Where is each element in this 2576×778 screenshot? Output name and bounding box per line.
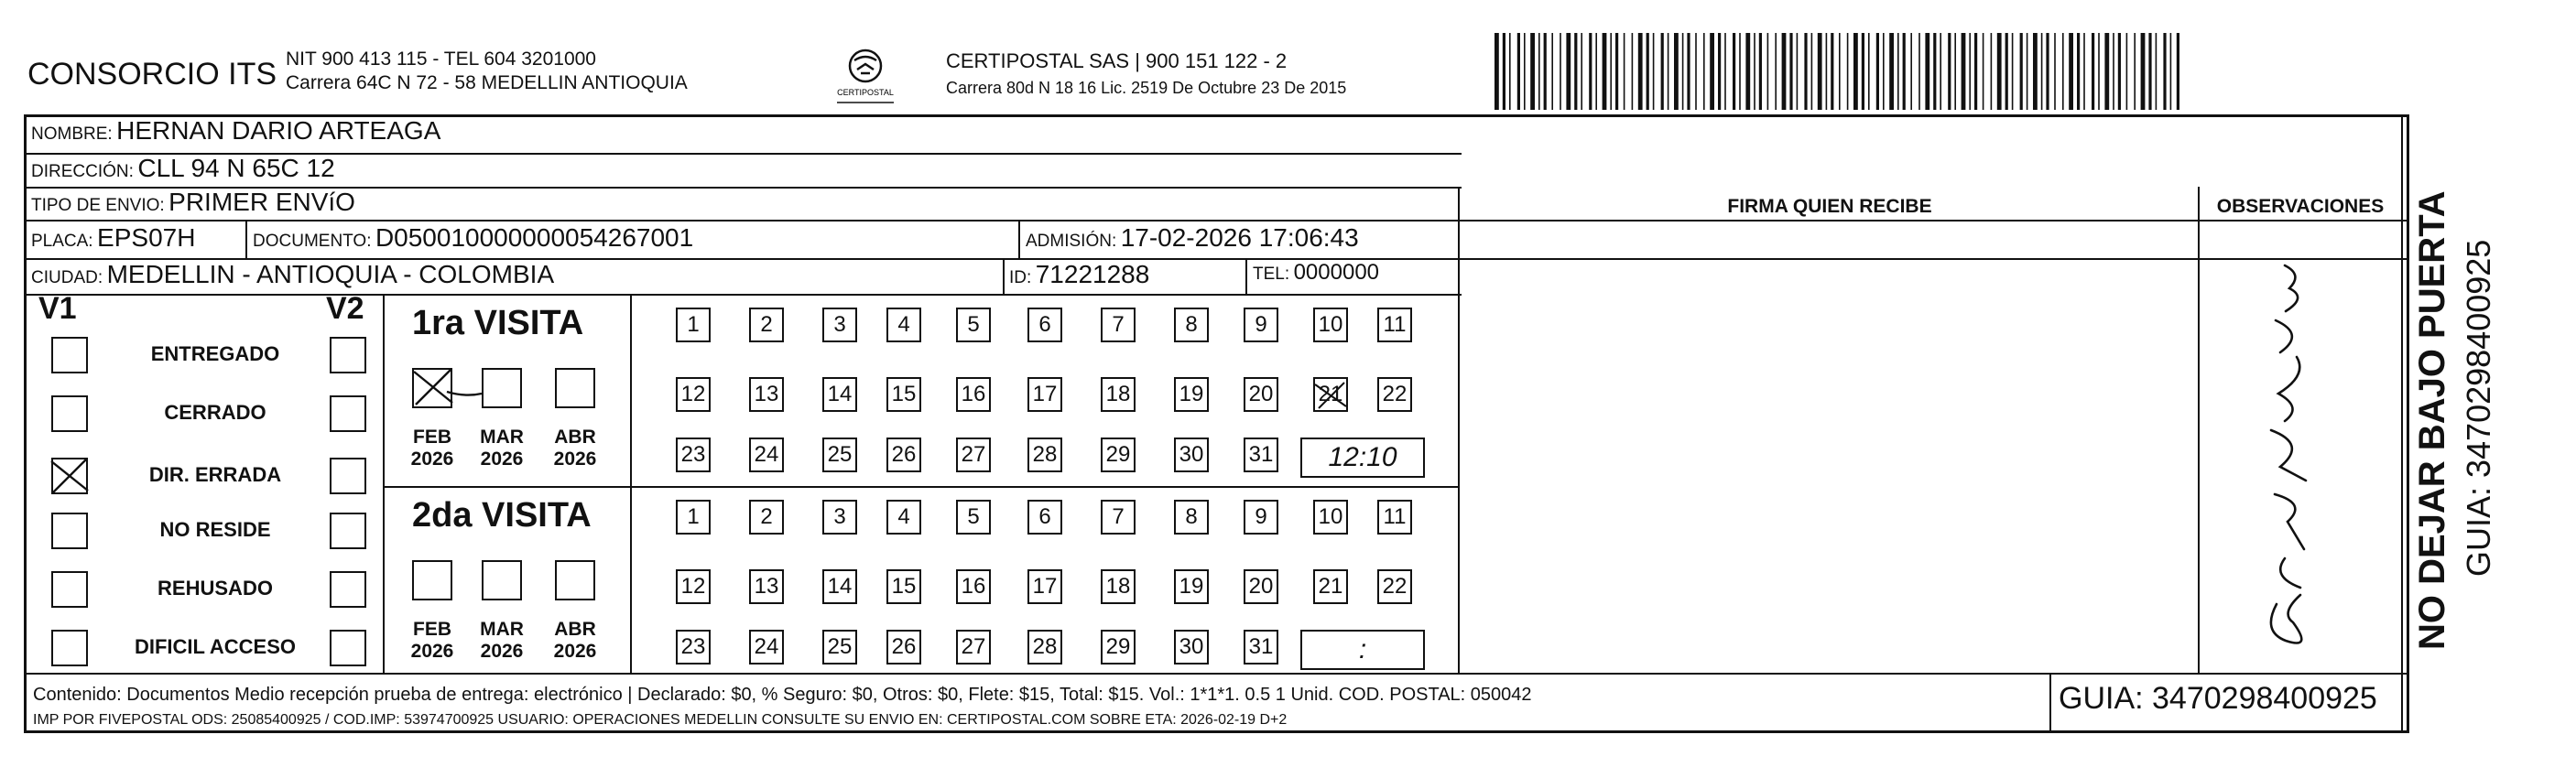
day-number: 6 — [1038, 504, 1051, 529]
day-number: 22 — [1382, 574, 1408, 599]
month-year — [405, 619, 460, 663]
day-number: 12 — [680, 382, 706, 406]
name-field — [31, 116, 440, 146]
day-number: 29 — [1105, 634, 1131, 659]
first-visit-day-box[interactable] — [1313, 377, 1348, 412]
year-label: 2026 — [410, 448, 454, 470]
first-visit-day-box[interactable] — [1244, 438, 1278, 472]
day-number: 15 — [891, 382, 917, 406]
tel-label: TEL: — [1253, 265, 1290, 284]
second-visit-day-box[interactable] — [676, 569, 711, 604]
day-number: 3 — [833, 312, 846, 337]
v2-checkbox[interactable] — [330, 630, 366, 666]
second-visit-day-box[interactable] — [886, 500, 921, 535]
observation-handwriting — [2198, 247, 2399, 673]
day-number: 17 — [1032, 382, 1058, 406]
first-visit-day-box[interactable] — [822, 308, 857, 342]
address-field — [31, 154, 335, 183]
second-visit-day-box[interactable] — [1101, 569, 1136, 604]
day-number: 11 — [1383, 504, 1407, 529]
send-type-field — [31, 188, 355, 217]
second-visit-time-box[interactable] — [1300, 630, 1425, 670]
recipient-address: CLL 94 N 65C 12 — [137, 154, 335, 182]
document-value: D050010000000054267001 — [375, 223, 694, 252]
first-visit-day-box[interactable] — [676, 438, 711, 472]
first-visit-day-box[interactable] — [1244, 377, 1278, 412]
reason-label: NO RESIDE — [159, 518, 271, 541]
second-visit-day-box[interactable] — [822, 569, 857, 604]
second-visit-day-box[interactable] — [1244, 630, 1278, 665]
day-number: 26 — [891, 634, 917, 659]
first-visit-day-box[interactable] — [676, 377, 711, 412]
month-year — [548, 427, 603, 470]
day-number: 27 — [961, 442, 986, 467]
first-visit-month-checkbox[interactable] — [412, 368, 452, 408]
city-value: MEDELLIN - ANTIOQUIA - COLOMBIA — [106, 260, 555, 288]
second-visit-day-box[interactable] — [1027, 630, 1062, 665]
v2-checkbox[interactable] — [330, 337, 366, 373]
id-value: 71221288 — [1035, 260, 1150, 288]
day-number: 1 — [687, 312, 700, 337]
second-visit-day-box[interactable] — [676, 630, 711, 665]
second-visit-day-box[interactable] — [749, 500, 784, 535]
day-number: 9 — [1255, 504, 1267, 529]
first-visit-day-box[interactable] — [1101, 377, 1136, 412]
v2-checkbox[interactable] — [330, 513, 366, 549]
v1-checkbox[interactable] — [51, 337, 88, 373]
second-visit-day-box[interactable] — [956, 569, 991, 604]
day-number: 17 — [1032, 574, 1058, 599]
city-label: CIUDAD: — [31, 268, 103, 287]
imp-line: IMP POR FIVEPOSTAL ODS: 25085400925 / COD.IMP: 53974700925 USUARIO: OPERACIONES MEDELLIN CONSULTE SU ENVIO EN: CERTIPOSTAL.COM SOBRE ETA: 2026-02-19 D+2 — [33, 712, 1288, 728]
second-visit-day-box[interactable] — [1027, 500, 1062, 535]
carrier-license: Carrera 80d N 18 16 Lic. 2519 De Octubre 23 De 2015 — [946, 79, 1347, 97]
day-number: 13 — [754, 382, 779, 406]
second-visit-day-box[interactable] — [1101, 630, 1136, 665]
reason-label: ENTREGADO — [150, 342, 280, 365]
day-number: 27 — [961, 634, 986, 659]
v1-checkbox[interactable] — [51, 513, 88, 549]
v1-checkbox[interactable] — [51, 458, 88, 494]
day-number: 31 — [1248, 634, 1274, 659]
first-visit-day-box[interactable] — [956, 377, 991, 412]
day-number: 18 — [1105, 382, 1131, 406]
month-year — [405, 427, 460, 470]
plate-field — [31, 223, 195, 253]
month-year — [474, 427, 529, 470]
second-visit-day-box[interactable] — [886, 630, 921, 665]
second-visit-day-box[interactable] — [1313, 500, 1348, 535]
company-name: CONSORCIO ITS — [27, 57, 277, 92]
second-visit-day-box[interactable] — [1313, 569, 1348, 604]
v2-checkbox[interactable] — [330, 571, 366, 608]
second-visit-day-box[interactable] — [1377, 500, 1412, 535]
year-label: 2026 — [553, 448, 597, 470]
second-visit-day-box[interactable] — [1027, 569, 1062, 604]
day-number: 2 — [760, 504, 773, 529]
no-dejar-notice: NO DEJAR BAJO PUERTA — [2412, 190, 2452, 650]
v1-checkbox[interactable] — [51, 395, 88, 432]
day-number: 12 — [680, 574, 706, 599]
day-number: 11 — [1383, 312, 1407, 337]
first-visit-day-box[interactable] — [1313, 308, 1348, 342]
reason-label: DIFICIL ACCESO — [134, 635, 296, 658]
first-visit-day-box[interactable] — [886, 308, 921, 342]
guia-vertical: GUIA: 3470298400925 — [2460, 239, 2497, 577]
second-visit-day-box[interactable] — [886, 569, 921, 604]
recipient-name: HERNAN DARIO ARTEAGA — [116, 116, 441, 145]
day-number: 18 — [1105, 574, 1131, 599]
first-visit-day-box[interactable] — [886, 438, 921, 472]
first-visit-day-box[interactable] — [956, 438, 991, 472]
first-visit-day-box[interactable] — [1027, 308, 1062, 342]
name-label: NOMBRE: — [31, 124, 113, 144]
document-label: DOCUMENTO: — [253, 232, 372, 251]
day-number: 25 — [827, 634, 853, 659]
second-visit-day-box[interactable] — [1174, 630, 1209, 665]
first-visit-day-box[interactable] — [956, 308, 991, 342]
day-number: 8 — [1185, 312, 1198, 337]
day-number: 7 — [1112, 504, 1125, 529]
v1-checkbox[interactable] — [51, 630, 88, 666]
day-number: 28 — [1032, 442, 1058, 467]
check-mark-icon — [48, 456, 92, 496]
certipostal-logo — [824, 42, 907, 108]
check-mark-icon — [410, 366, 484, 410]
year-label: 2026 — [480, 641, 524, 662]
day-number: 16 — [961, 382, 986, 406]
second-visit-day-box[interactable] — [822, 500, 857, 535]
first-visit-day-box[interactable] — [1377, 377, 1412, 412]
contents-line: Contenido: Documentos Medio recepción prueba de entrega: electrónico | Declarado: $0, % Seguro: $0, Otros: $0, Flete: $15, Total: $15. Vol.: 1*1*1. 0.5 1 Unid. COD. POSTAL: 050042 — [33, 685, 1532, 705]
second-visit-month-checkbox[interactable] — [482, 560, 522, 600]
check-mark-icon — [1311, 377, 1352, 414]
guia-number: GUIA: 3470298400925 — [2059, 681, 2377, 716]
first-visit-day-box[interactable] — [822, 438, 857, 472]
first-visit-day-box[interactable] — [1027, 438, 1062, 472]
city-field — [31, 260, 554, 289]
v1-header: V1 — [38, 291, 77, 326]
month-label: ABR — [554, 619, 596, 640]
day-number: 4 — [897, 312, 910, 337]
day-number: 24 — [754, 442, 779, 467]
first-visit-day-box[interactable] — [1027, 377, 1062, 412]
first-visit-day-box[interactable] — [886, 377, 921, 412]
day-number: 24 — [754, 634, 779, 659]
v2-header: V2 — [326, 291, 364, 326]
day-number: 14 — [827, 574, 853, 599]
day-number: 16 — [961, 574, 986, 599]
second-visit-day-box[interactable] — [1174, 500, 1209, 535]
address-label: DIRECCIÓN: — [31, 162, 134, 181]
reason-label: DIR. ERRADA — [148, 463, 282, 486]
day-number: 26 — [891, 442, 917, 467]
admission-label: ADMISIÓN: — [1026, 232, 1117, 251]
day-number: 2 — [760, 312, 773, 337]
send-type-label: TIPO DE ENVIO: — [31, 196, 165, 215]
year-label: 2026 — [410, 641, 454, 662]
day-number: 21 — [1318, 382, 1343, 406]
svg-text:CERTIPOSTAL: CERTIPOSTAL — [837, 88, 894, 97]
second-visit-day-box[interactable] — [749, 630, 784, 665]
day-number: 15 — [891, 574, 917, 599]
observations-header: OBSERVACIONES — [2216, 196, 2385, 217]
month-label: FEB — [413, 619, 451, 640]
day-number: 6 — [1038, 312, 1051, 337]
day-number: 3 — [833, 504, 846, 529]
reason-label: REHUSADO — [158, 577, 273, 600]
day-number: 13 — [754, 574, 779, 599]
first-visit-day-box[interactable] — [1244, 308, 1278, 342]
second-visit-day-box[interactable] — [822, 630, 857, 665]
v2-checkbox[interactable] — [330, 395, 366, 432]
second-visit-day-box[interactable] — [676, 500, 711, 535]
first-visit-day-box[interactable] — [1101, 438, 1136, 472]
first-visit-time-box[interactable] — [1300, 438, 1425, 478]
day-number: 8 — [1185, 504, 1198, 529]
day-number: 7 — [1112, 312, 1125, 337]
second-visit-month-checkbox[interactable] — [412, 560, 452, 600]
admission-value: 17-02-2026 17:06:43 — [1120, 223, 1359, 252]
carrier-name: CERTIPOSTAL SAS | 900 151 122 - 2 — [946, 49, 1288, 72]
second-visit-day-box[interactable] — [1101, 500, 1136, 535]
tel-field — [1253, 260, 1379, 286]
day-number: 5 — [967, 312, 980, 337]
year-label: 2026 — [553, 641, 597, 662]
plate-label: PLACA: — [31, 232, 93, 251]
second-visit-day-box[interactable] — [1377, 569, 1412, 604]
first-visit-day-box[interactable] — [749, 438, 784, 472]
day-number: 20 — [1248, 574, 1274, 599]
first-visit-day-box[interactable] — [1174, 308, 1209, 342]
second-visit-day-box[interactable] — [749, 569, 784, 604]
second-visit-day-box[interactable] — [1244, 569, 1278, 604]
month-label: FEB — [413, 427, 451, 448]
day-number: 21 — [1318, 574, 1343, 599]
plate-value: EPS07H — [97, 223, 196, 252]
day-number: 29 — [1105, 442, 1131, 467]
reason-label: CERRADO — [164, 401, 266, 424]
first-visit-day-box[interactable] — [676, 308, 711, 342]
month-year — [474, 619, 529, 663]
day-number: 28 — [1032, 634, 1058, 659]
tel-value: 0000000 — [1293, 260, 1380, 285]
admission-field — [1026, 223, 1359, 253]
day-number: 30 — [1179, 634, 1204, 659]
day-number: 10 — [1318, 312, 1343, 337]
first-visit-day-box[interactable] — [822, 377, 857, 412]
day-number: 19 — [1179, 382, 1204, 406]
day-number: 23 — [680, 442, 706, 467]
first-visit-day-box[interactable] — [749, 377, 784, 412]
second-visit-title: 2da VISITA — [412, 496, 592, 535]
first-visit-day-box[interactable] — [1174, 377, 1209, 412]
day-number: 19 — [1179, 574, 1204, 599]
day-number: 30 — [1179, 442, 1204, 467]
barcode — [1495, 33, 2179, 110]
month-label: ABR — [554, 427, 596, 448]
day-number: 1 — [687, 504, 700, 529]
id-label: ID: — [1009, 268, 1032, 287]
v2-checkbox[interactable] — [330, 458, 366, 494]
day-number: 20 — [1248, 382, 1274, 406]
send-type: PRIMER ENVíO — [168, 188, 355, 216]
signature-header: FIRMA QUIEN RECIBE — [1727, 196, 1932, 217]
first-visit-month-checkbox[interactable] — [555, 368, 595, 408]
company-nit-tel: NIT 900 413 115 - TEL 604 3201000 — [286, 49, 596, 70]
day-number: 5 — [967, 504, 980, 529]
year-label: 2026 — [480, 448, 524, 470]
day-number: 10 — [1318, 504, 1343, 529]
day-number: 4 — [897, 504, 910, 529]
second-visit-month-checkbox[interactable] — [555, 560, 595, 600]
second-visit-day-box[interactable] — [956, 630, 991, 665]
month-label: MAR — [480, 619, 524, 640]
first-visit-day-box[interactable] — [1101, 308, 1136, 342]
visit-time: 12:10 — [1328, 442, 1397, 472]
second-visit-day-box[interactable] — [1174, 569, 1209, 604]
day-number: 31 — [1248, 442, 1274, 467]
first-visit-title: 1ra VISITA — [412, 304, 584, 342]
day-number: 25 — [827, 442, 853, 467]
month-label: MAR — [480, 427, 524, 448]
day-number: 9 — [1255, 312, 1267, 337]
visit-time: : — [1358, 634, 1367, 665]
day-number: 22 — [1382, 382, 1408, 406]
day-number: 14 — [827, 382, 853, 406]
month-year — [548, 619, 603, 663]
first-visit-day-box[interactable] — [749, 308, 784, 342]
v1-checkbox[interactable] — [51, 571, 88, 608]
first-visit-day-box[interactable] — [1377, 308, 1412, 342]
first-visit-day-box[interactable] — [1174, 438, 1209, 472]
second-visit-day-box[interactable] — [956, 500, 991, 535]
first-visit-month-checkbox[interactable] — [482, 368, 522, 408]
document-field — [253, 223, 693, 253]
day-number: 23 — [680, 634, 706, 659]
id-field — [1009, 260, 1149, 289]
second-visit-day-box[interactable] — [1244, 500, 1278, 535]
company-address: Carrera 64C N 72 - 58 MEDELLIN ANTIOQUIA — [286, 72, 688, 93]
